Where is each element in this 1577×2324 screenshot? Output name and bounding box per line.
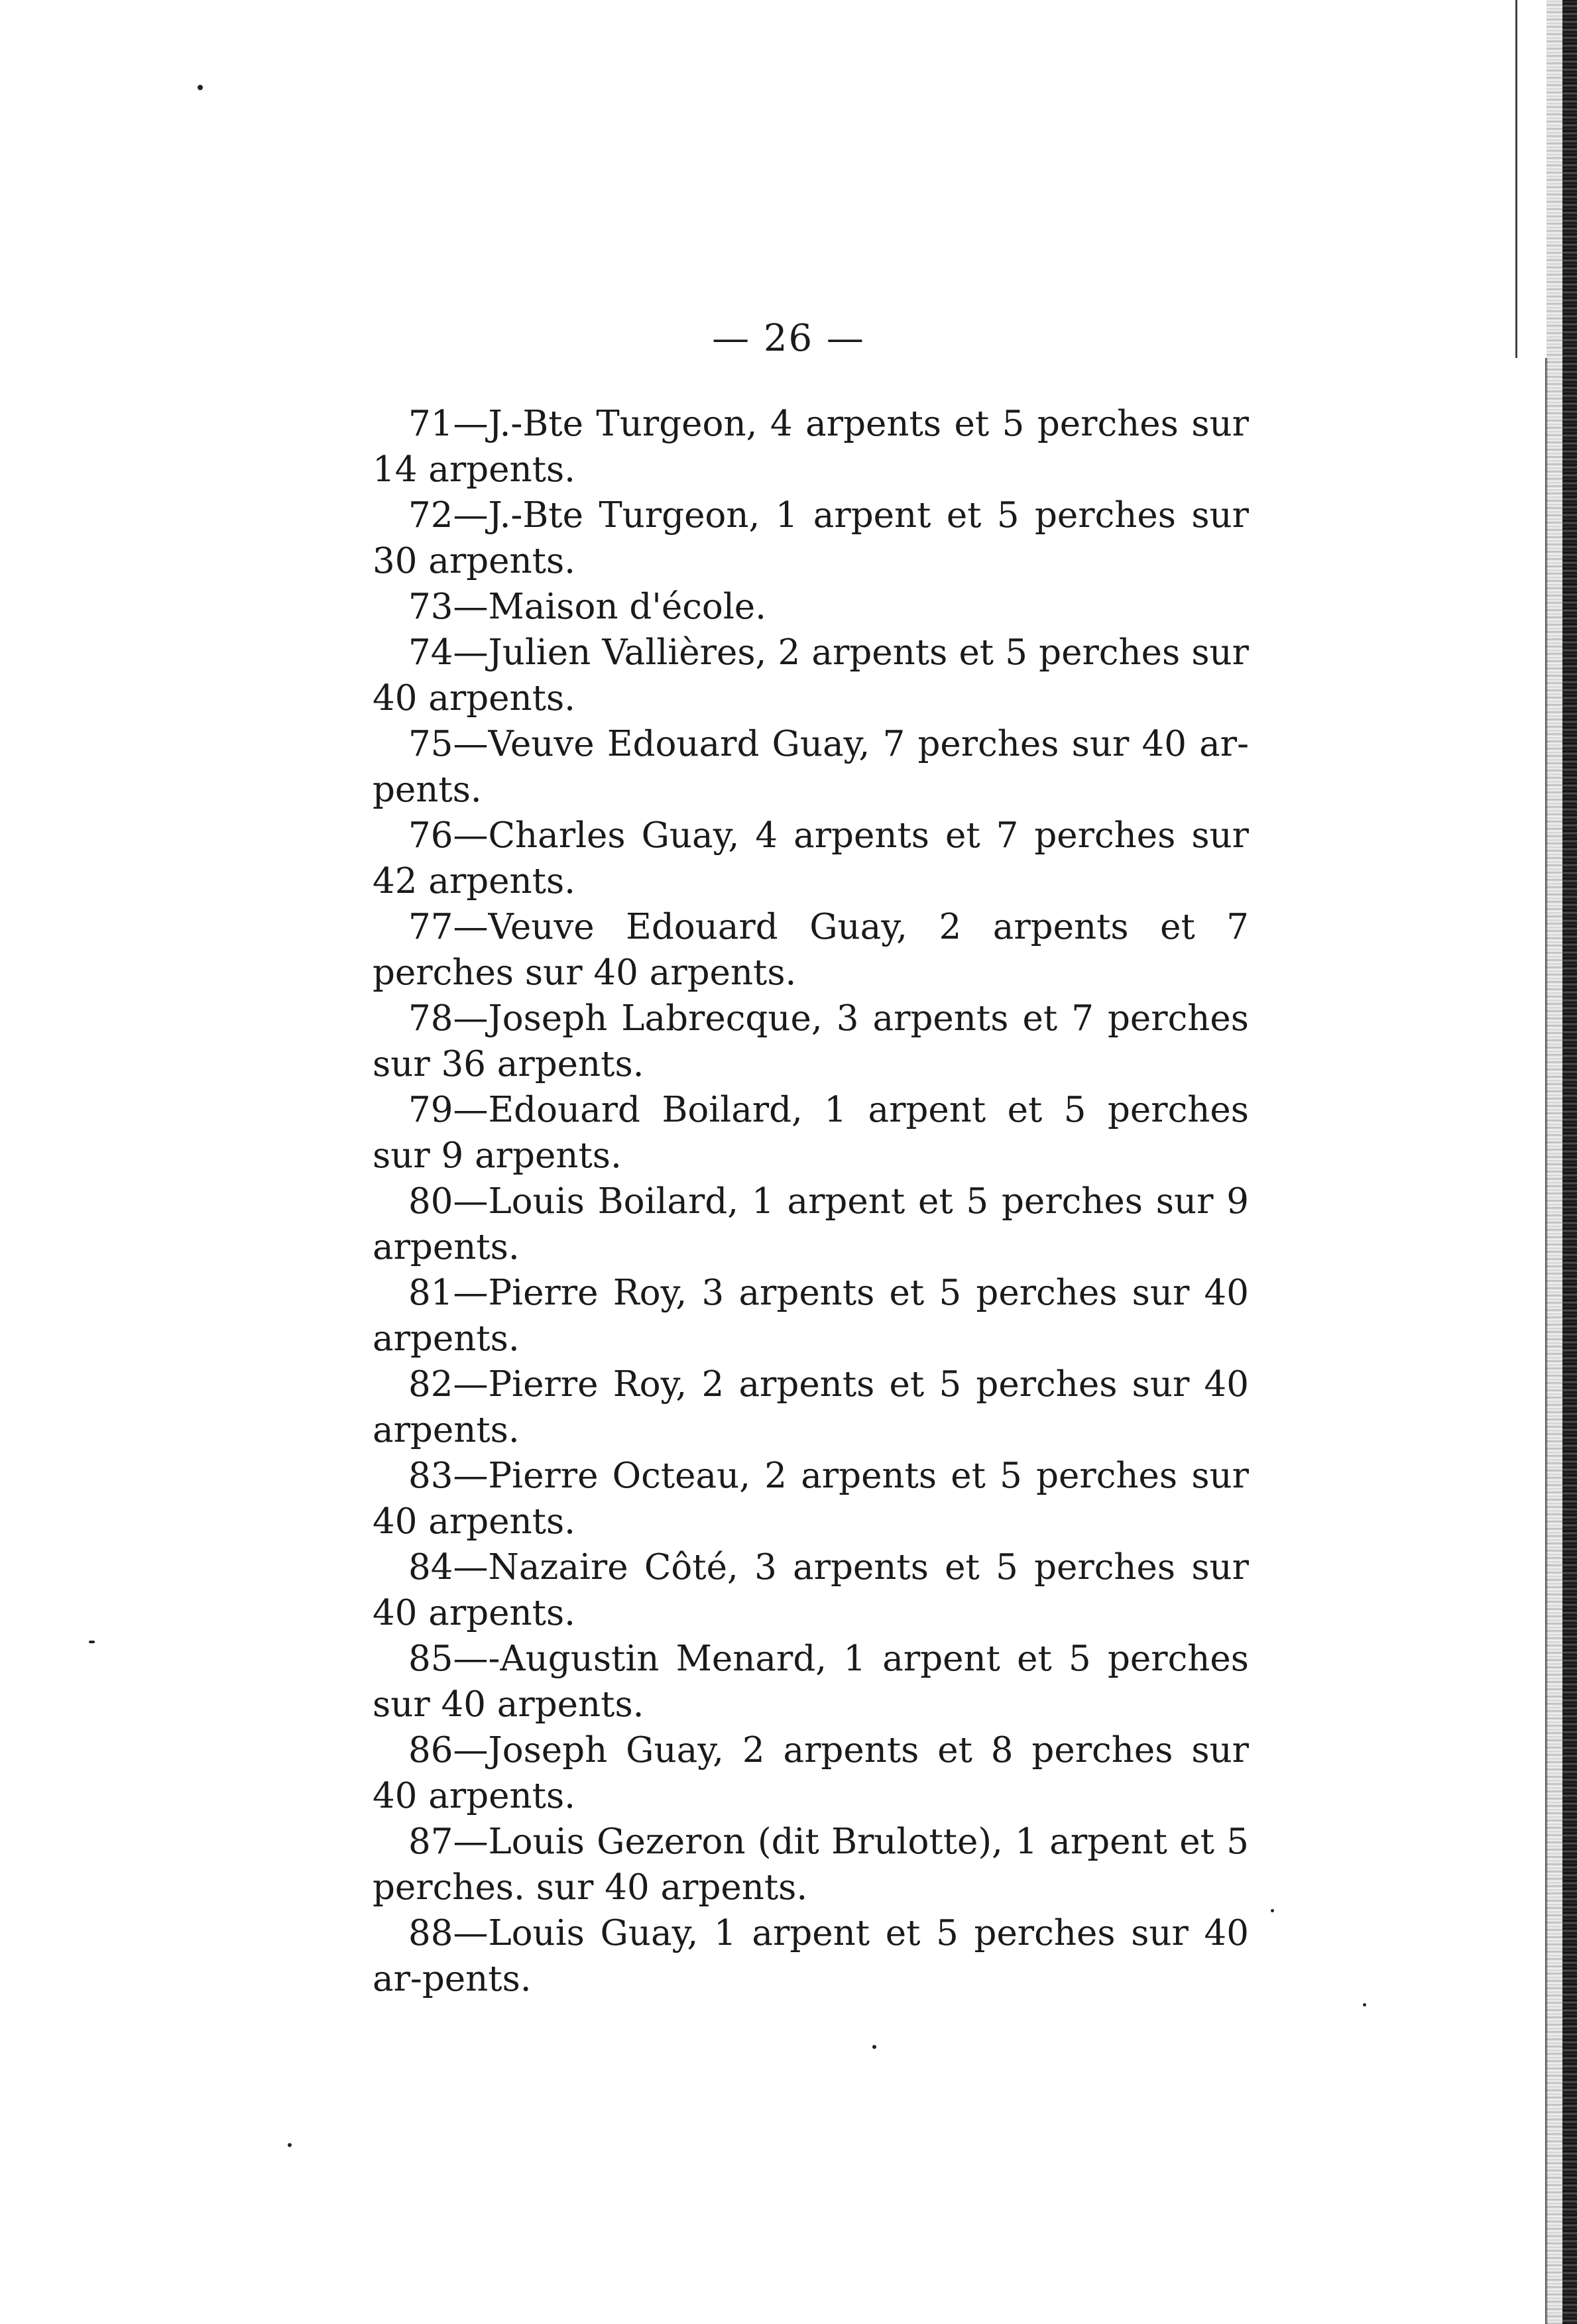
list-item xyxy=(373,1819,1249,1910)
speck-mark xyxy=(872,2045,876,2049)
entry-text: Pierre Roy, 3 arpents et 5 perches sur 40 arpents. xyxy=(373,1273,1249,1359)
entry-number: 88— xyxy=(408,1913,489,1953)
entry-text: J.-Bte Turgeon, 1 arpent et 5 perches sur 30 arpents. xyxy=(373,495,1249,581)
list-item xyxy=(373,1636,1249,1727)
entry-text: -Augustin Menard, 1 arpent et 5 perches sur 40 arpents. xyxy=(373,1639,1249,1725)
entry-number: 85— xyxy=(408,1639,489,1679)
list-item xyxy=(373,1179,1249,1270)
list-item xyxy=(373,1910,1249,2002)
list-item xyxy=(373,493,1249,584)
entry-number: 78— xyxy=(408,998,489,1039)
entry-text: Charles Guay, 4 arpents et 7 perches sur 42 arpents. xyxy=(373,815,1249,901)
entry-text: Pierre Octeau, 2 arpents et 5 perches sur 40 arpents. xyxy=(373,1456,1249,1542)
speck-mark xyxy=(198,85,203,90)
list-item xyxy=(373,1270,1249,1362)
entry-text: Pierre Roy, 2 arpents et 5 perches sur 40 arpents. xyxy=(373,1364,1249,1450)
speck-mark xyxy=(89,1641,95,1643)
entry-text: Edouard Boilard, 1 arpent et 5 perches sur 9 arpents. xyxy=(373,1090,1249,1176)
list-item xyxy=(373,996,1249,1087)
page-edge-line xyxy=(1515,0,1517,358)
list-item xyxy=(373,1453,1249,1544)
entry-text: Louis Boilard, 1 arpent et 5 perches sur 9 arpents. xyxy=(373,1181,1249,1267)
entry-number: 76— xyxy=(408,815,489,856)
entry-number: 74— xyxy=(408,632,489,673)
entry-text: Maison d'école. xyxy=(488,587,766,627)
speck-mark xyxy=(1271,1909,1274,1912)
entry-number: 83— xyxy=(408,1456,489,1496)
entry-number: 77— xyxy=(408,907,489,947)
entry-number: 82— xyxy=(408,1364,489,1405)
list-item xyxy=(373,401,1249,493)
entry-number: 71— xyxy=(408,404,489,444)
entry-number: 80— xyxy=(408,1181,489,1222)
list-item xyxy=(373,1362,1249,1453)
entry-text: Veuve Edouard Guay, 2 arpents et 7 perches sur 40 arpents. xyxy=(373,907,1249,993)
list-item xyxy=(373,904,1249,996)
entry-text: Louis Gezeron (dit Brulotte), 1 arpent et 5 perches. sur 40 arpents. xyxy=(373,1822,1249,1908)
entry-number: 84— xyxy=(408,1547,489,1588)
entry-number: 72— xyxy=(408,495,489,536)
entry-text: J.-Bte Turgeon, 4 arpents et 5 perches sur 14 arpents. xyxy=(373,404,1249,490)
page-number: — 26 — xyxy=(712,317,865,360)
list-item xyxy=(373,1087,1249,1179)
entry-text: Joseph Labrecque, 3 arpents et 7 perches sur 36 arpents. xyxy=(373,998,1249,1084)
list-item xyxy=(373,1544,1249,1636)
entry-text: Nazaire Côté, 3 arpents et 5 perches sur 40 arpents. xyxy=(373,1547,1249,1633)
entry-list xyxy=(373,401,1249,2002)
entry-number: 86— xyxy=(408,1730,489,1771)
entry-text: Louis Guay, 1 arpent et 5 perches sur 40 ar-pents. xyxy=(373,1913,1249,1999)
list-item xyxy=(373,721,1249,813)
entry-text: Veuve Edouard Guay, 7 perches sur 40 ar-pents. xyxy=(373,724,1249,810)
entry-number: 79— xyxy=(408,1090,489,1130)
speck-mark xyxy=(1363,2003,1366,2006)
entry-number: 81— xyxy=(408,1273,489,1313)
list-item xyxy=(373,1727,1249,1819)
entry-number: 75— xyxy=(408,724,489,764)
list-item xyxy=(373,630,1249,721)
entry-number: 73— xyxy=(408,587,489,627)
entry-number: 87— xyxy=(408,1822,489,1862)
list-item xyxy=(373,813,1249,904)
list-item xyxy=(373,584,1249,630)
entry-text: Joseph Guay, 2 arpents et 8 perches sur 40 arpents. xyxy=(373,1730,1249,1816)
speck-mark xyxy=(288,2143,292,2147)
entry-text: Julien Vallières, 2 arpents et 5 perches sur 40 arpents. xyxy=(373,632,1249,719)
